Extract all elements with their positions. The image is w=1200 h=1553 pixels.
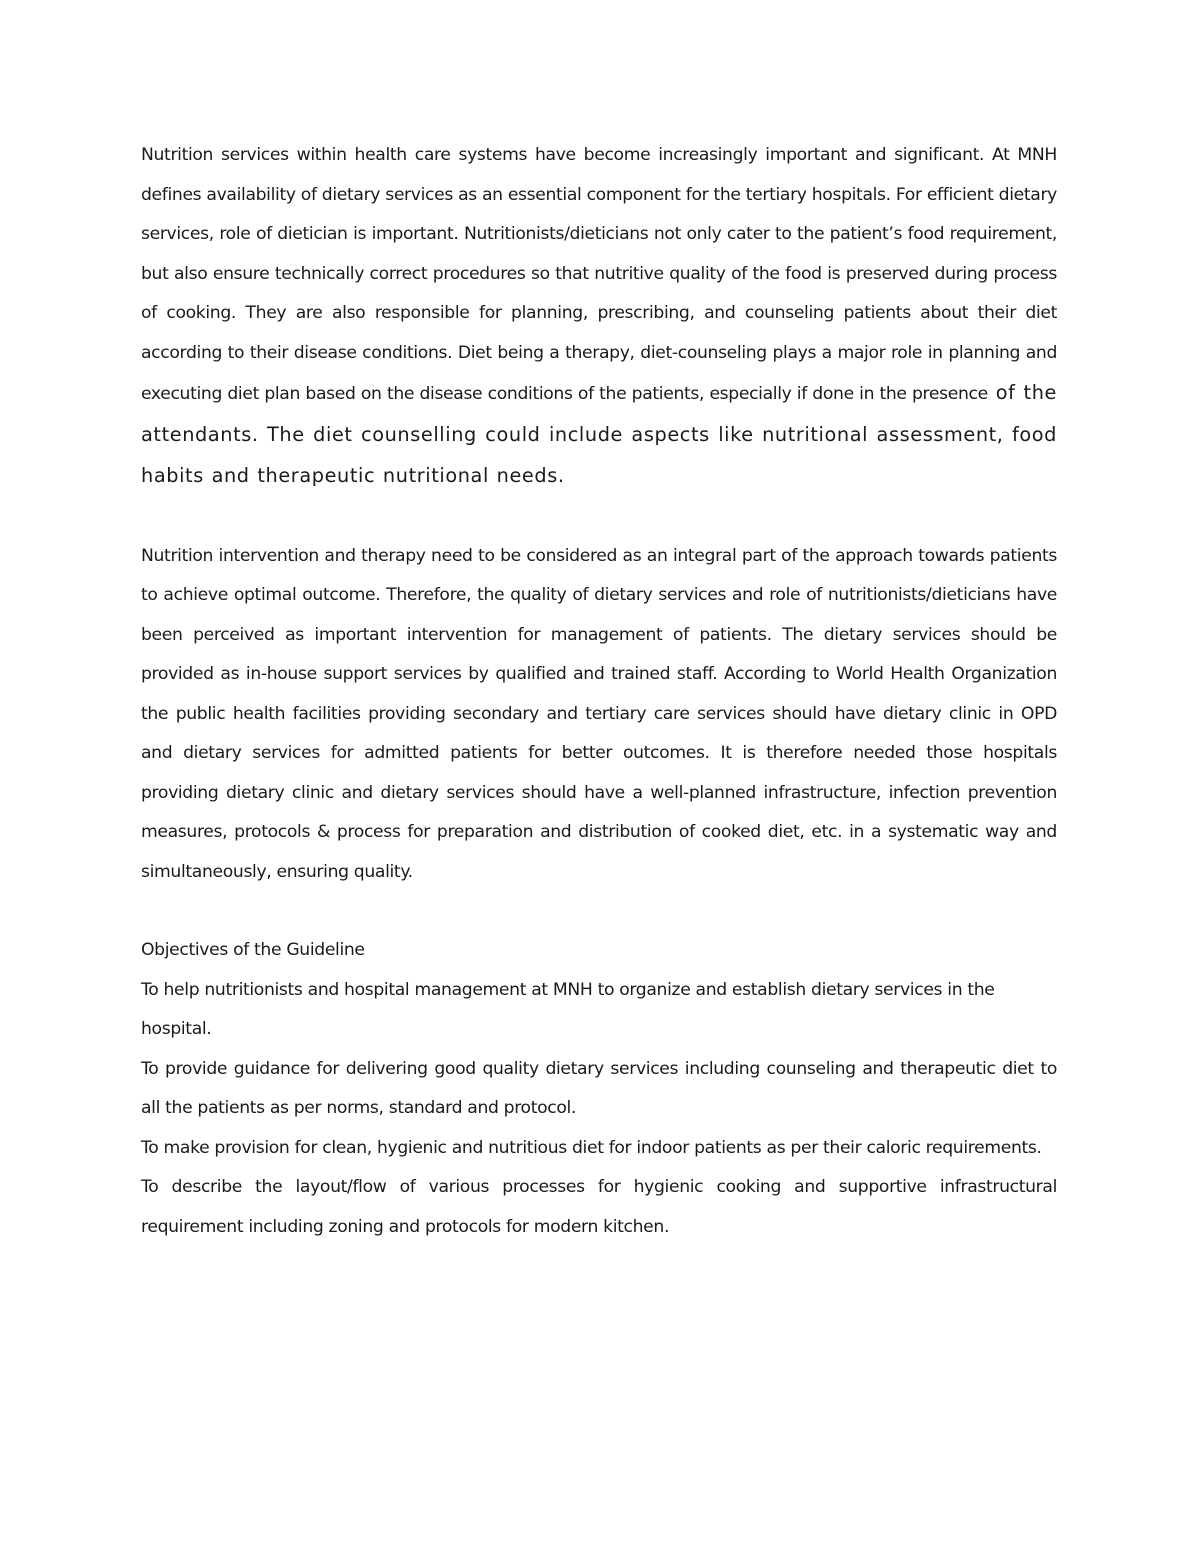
paragraph-spacer [141, 892, 1057, 931]
intervention-paragraph: Nutrition intervention and therapy need to be considered as an integral part of the approach towards patients to achieve optimal outcome. Therefore, the quality of dietary services and role of nutritionists/dieticians have been perceived as important intervention for management of patients. The dietary services should be provided as in-house support services by qualified and trained staff. According to World Health Organization the public health facilities providing secondary and tertiary care services should have dietary clinic in OPD and dietary services for admitted patients for better outcomes. It is therefore needed those hospitals providing dietary clinic and dietary services should have a well-planned infrastructure, infection prevention measures, protocols & process for preparation and distribution of cooked diet, etc. in a systematic way and simultaneously, ensuring quality. [141, 545, 1057, 882]
objective-item: To make provision for clean, hygienic and nutritious diet for indoor patients as per their caloric requirements. [141, 1137, 1042, 1158]
objective-item: To provide guidance for delivering good quality dietary services including counseling and therapeutic diet to all the patients as per norms, standard and protocol. [141, 1058, 1057, 1118]
objective-item: To describe the layout/flow of various processes for hygienic cooking and supportive infrastructural requirement including zoning and protocols for modern kitchen. [141, 1177, 1057, 1237]
intro-paragraph-main: Nutrition services within health care systems have become increasingly important and significant. At MNH defines availability of dietary services as an essential component for the tertiary hospitals. For efficient dietary services, role of dietician is important. Nutritionists/dieticians not only cater to the patient’s food requirement, but also ensure technically correct procedures so that nutritive quality of the food is preserved during process of cooking. They are also responsible for planning, prescribing, and counseling patients about their diet according to their disease conditions. Diet being a therapy, diet-counseling plays a major role in planning and executing diet plan based on the disease conditions of the patients, especially if done in the presence [141, 145, 1057, 404]
objectives-heading: Objectives of the Guideline [141, 940, 365, 960]
objective-item: To help nutritionists and hospital management at MNH to organize and establish dietary services in the hospital. [141, 979, 995, 1039]
paragraph-spacer [141, 498, 1057, 537]
intro-paragraph-tail: of the attendants. The diet counselling could include aspects like nutritional assessment, food habits and therapeutic nutritional needs. [141, 381, 1057, 487]
intro-paragraph [141, 136, 1057, 498]
document-page [141, 136, 1057, 1247]
